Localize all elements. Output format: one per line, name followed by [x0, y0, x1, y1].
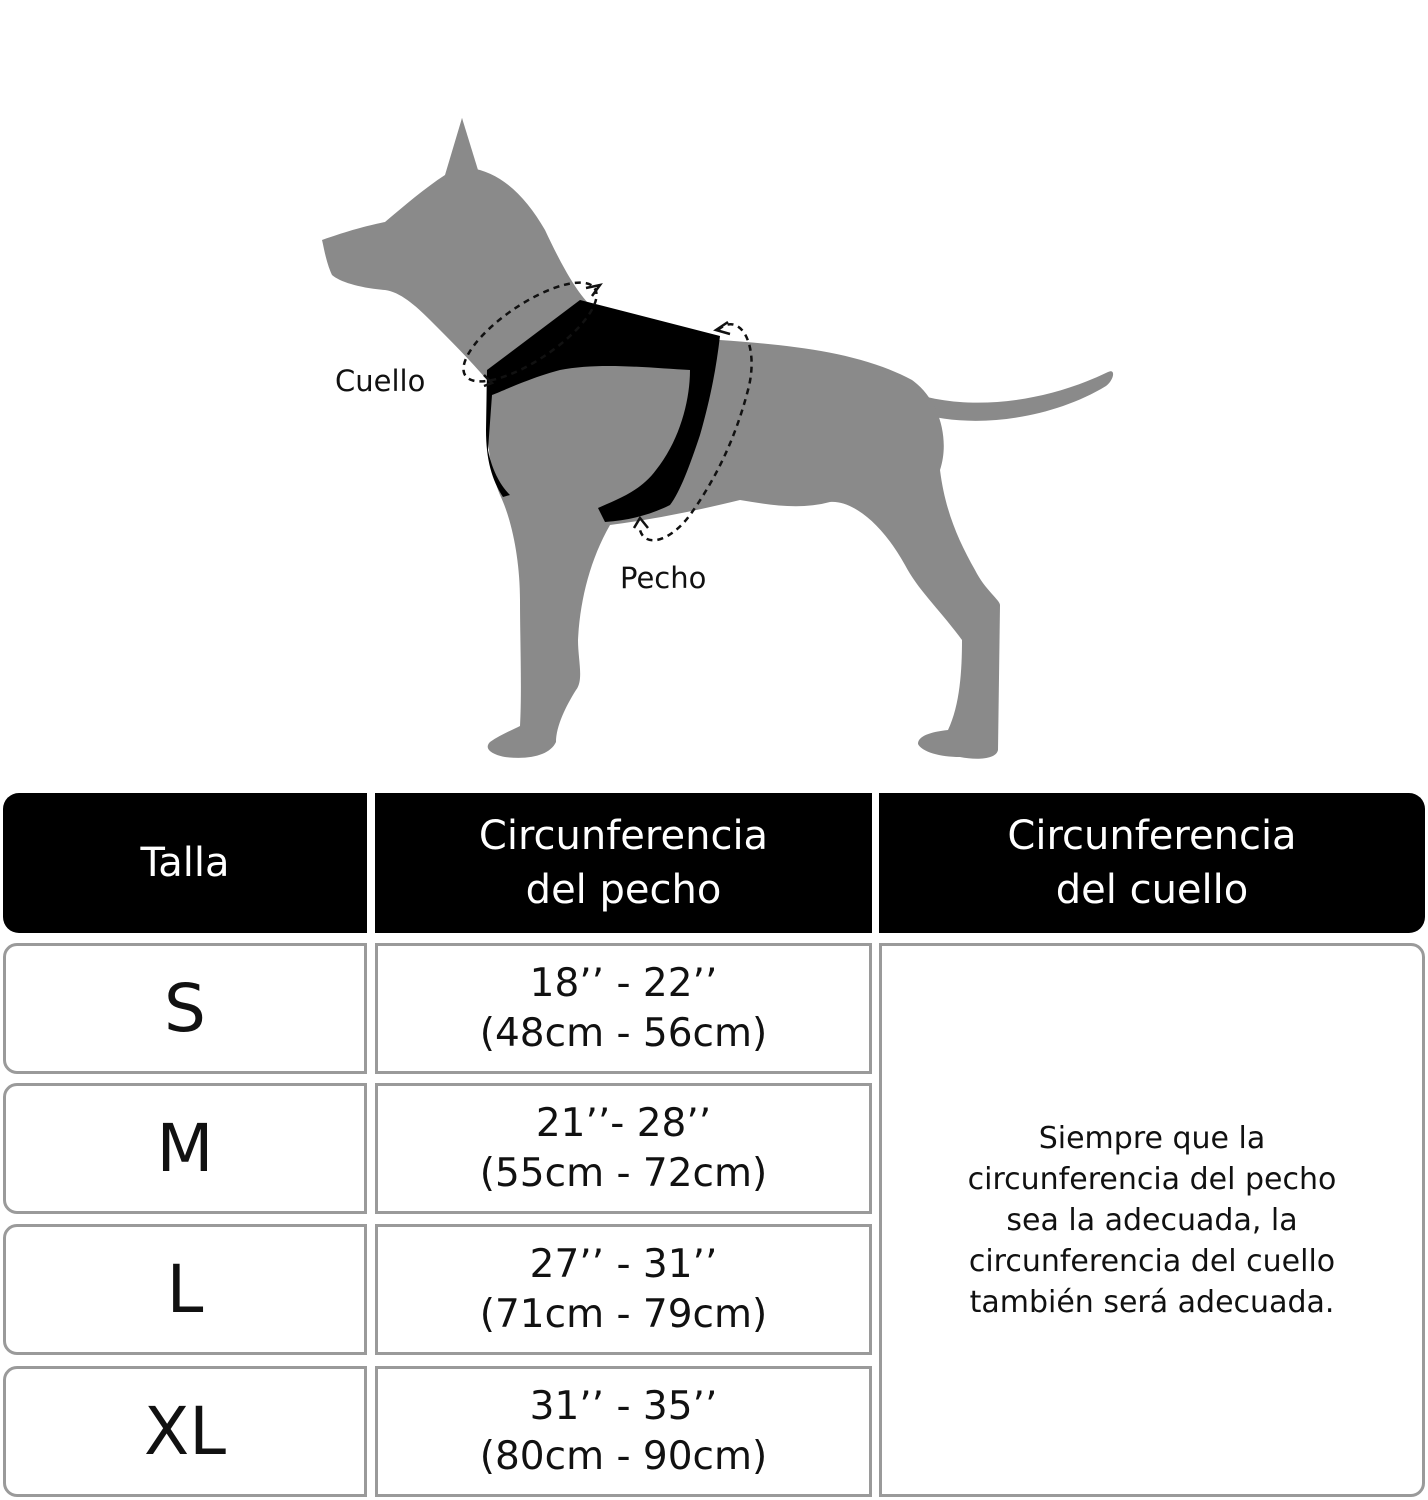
table-row-chest — [375, 1366, 872, 1497]
table-row-size — [3, 1083, 367, 1214]
neck-note-line: circunferencia del pecho — [967, 1161, 1337, 1197]
size-value: XL — [144, 1393, 226, 1470]
size-value: M — [156, 1110, 214, 1187]
chest-cm: (80cm - 90cm) — [479, 1433, 768, 1479]
table-row-chest — [375, 1224, 872, 1355]
header-chest — [375, 793, 872, 933]
dog-body — [322, 118, 1000, 759]
neck-note-line: sea la adecuada, la — [1006, 1202, 1298, 1238]
header-chest-line2: del pecho — [525, 867, 722, 913]
table-row-size — [3, 1224, 367, 1355]
size-value: S — [164, 970, 206, 1047]
size-value: L — [166, 1251, 204, 1328]
chest-cm: (71cm - 79cm) — [479, 1291, 768, 1337]
neck-label: Cuello — [335, 364, 426, 398]
chest-inches: 18’’ - 22’’ — [529, 960, 718, 1006]
header-chest-line1: Circunferencia — [478, 813, 769, 859]
chest-inches: 27’’ - 31’’ — [529, 1241, 718, 1287]
chest-inches: 21’’- 28’’ — [535, 1100, 712, 1146]
neck-note-cell — [879, 943, 1425, 1497]
chest-inches: 31’’ - 35’’ — [529, 1383, 718, 1429]
header-size — [3, 793, 367, 933]
table-row-size — [3, 1366, 367, 1497]
table-row-size — [3, 943, 367, 1074]
neck-arrow-top — [586, 285, 600, 296]
header-neck-line2: del cuello — [1055, 867, 1249, 913]
chest-cm: (48cm - 56cm) — [479, 1010, 768, 1056]
neck-note-line: circunferencia del cuello — [968, 1243, 1336, 1279]
chest-label: Pecho — [620, 561, 707, 595]
table-row-chest — [375, 943, 872, 1074]
chest-cm: (55cm - 72cm) — [479, 1150, 768, 1196]
neck-note-line: también será adecuada. — [969, 1284, 1335, 1320]
header-neck-line1: Circunferencia — [1007, 813, 1297, 859]
neck-note-line: Siempre que la — [1038, 1120, 1266, 1156]
header-neck — [879, 793, 1425, 933]
header-size-label: Talla — [140, 840, 230, 886]
table-row-chest — [375, 1083, 872, 1214]
